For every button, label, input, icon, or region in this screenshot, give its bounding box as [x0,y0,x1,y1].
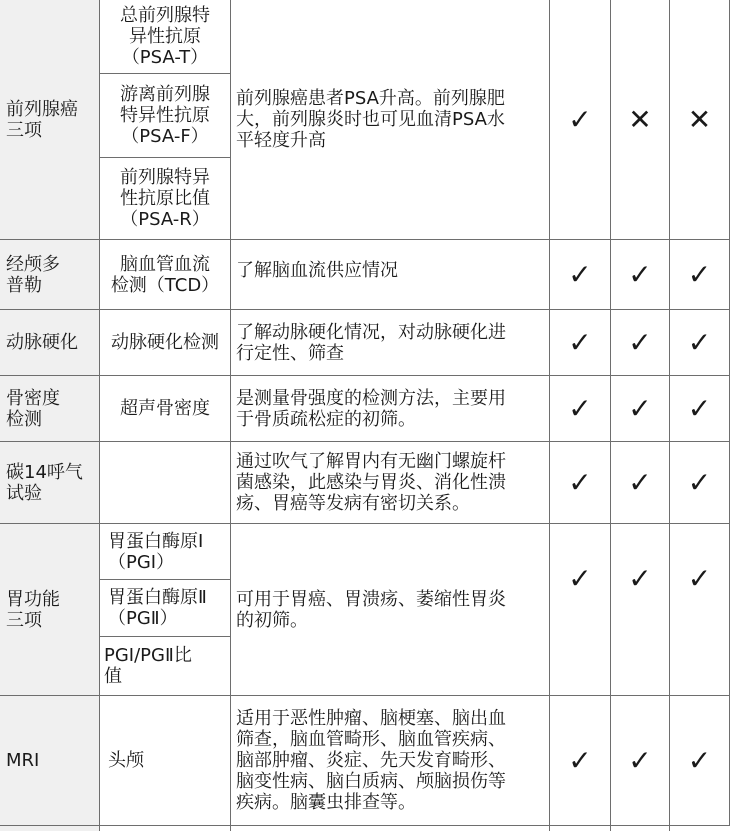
description-text: 了解动脉硬化情况，对动脉硬化进 行定性、筛查 [236,321,506,364]
item-label: 前列腺特异 性抗原比值 （PSA-R） [120,167,210,230]
item-cell [100,74,231,158]
category-cell [0,376,100,442]
check-mark-icon: ✓ [670,696,730,826]
column-divider [669,826,670,831]
item-cell [100,637,231,696]
description-cell [231,442,550,524]
item-label: 胃蛋白酶原Ⅰ （PGⅠ） [108,530,204,573]
description-text: 前列腺癌患者PSA升高。前列腺肥 大，前列腺炎时也可见血清PSA水 平轻度升高 [236,88,505,151]
cross-mark-icon: ✕ [611,0,670,240]
category-cell [0,696,100,826]
item-cell [100,524,231,580]
category-label: 碳14呼气 试验 [6,461,83,504]
check-mark-icon: ✓ [550,696,611,826]
category-cell [0,442,100,524]
check-mark-icon: ✓ [611,310,670,376]
description-cell [231,376,550,442]
item-cell [100,0,231,74]
item-label: 超声骨密度 [120,398,210,419]
item-cell [100,158,231,240]
check-mark-icon: ✓ [670,376,730,442]
description-text: 适用于恶性肿瘤、脑梗塞、脑出血 筛查，脑血管畸形、脑血管疾病、 脑部肿瘤、炎症、先天发育畸形、 脑变性病、脑白质病、颅脑损伤等 疾病。脑囊虫排查等。 [236,708,506,813]
check-mark-icon: ✓ [611,442,670,524]
check-mark-icon: ✓ [670,310,730,376]
description-cell [231,524,550,696]
category-label: 胃功能 三项 [6,588,60,631]
item-label: PGⅠ/PGⅡ比 值 [104,645,192,687]
check-mark-icon: ✓ [611,524,670,696]
item-cell [100,442,231,524]
item-label: 胃蛋白酶原Ⅱ （PGⅡ） [108,587,207,629]
cross-mark-icon: ✕ [670,0,730,240]
check-mark-icon: ✓ [550,442,611,524]
check-mark-icon: ✓ [550,310,611,376]
column-divider [230,826,231,831]
item-cell [100,240,231,310]
category-label: 前列腺癌 三项 [6,98,78,141]
category-cell [0,524,100,696]
column-divider [99,826,100,831]
description-text: 了解脑血流供应情况 [236,260,398,281]
check-mark-icon: ✓ [550,376,611,442]
category-cell [0,826,100,831]
item-label: 总前列腺特 异性抗原 （PSA-T） [120,5,210,68]
item-cell [100,696,231,826]
item-label: 动脉硬化检测 [111,332,219,353]
category-cell [0,240,100,310]
item-cell [100,580,231,637]
description-text: 通过吹气了解胃内有无幽门螺旋杆 菌感染，此感染与胃炎、消化性溃 疡、胃癌等发病有密切关系。 [236,451,506,514]
check-mark-icon: ✓ [611,376,670,442]
category-label: 动脉硬化 [6,332,78,353]
item-label: 脑血管血流 检测（TCD） [110,253,220,296]
check-mark-icon: ✓ [670,240,730,310]
item-label: 游离前列腺 特异性抗原 （PSA-F） [120,84,210,147]
check-mark-icon: ✓ [550,240,611,310]
category-cell [0,0,100,240]
description-cell [231,0,550,240]
column-divider [549,826,550,831]
item-label: 头颅 [108,750,144,771]
item-cell [100,310,231,376]
check-mark-icon: ✓ [550,0,611,240]
check-mark-icon: ✓ [670,442,730,524]
description-text: 是测量骨强度的检测方法，主要用 于骨质疏松症的初筛。 [236,387,506,430]
category-cell [0,310,100,376]
check-mark-icon: ✓ [611,240,670,310]
description-cell [231,310,550,376]
check-mark-icon: ✓ [550,524,611,696]
item-cell [100,376,231,442]
description-cell [231,696,550,826]
category-label: MRI [6,750,40,771]
category-label: 骨密度 检测 [6,387,60,430]
category-label: 经颅多 普勒 [6,253,60,296]
column-divider [610,826,611,831]
description-text: 可用于胃癌、胃溃疡、萎缩性胃炎 的初筛。 [236,588,506,631]
check-mark-icon: ✓ [670,524,730,696]
check-mark-icon: ✓ [611,696,670,826]
description-cell [231,240,550,310]
